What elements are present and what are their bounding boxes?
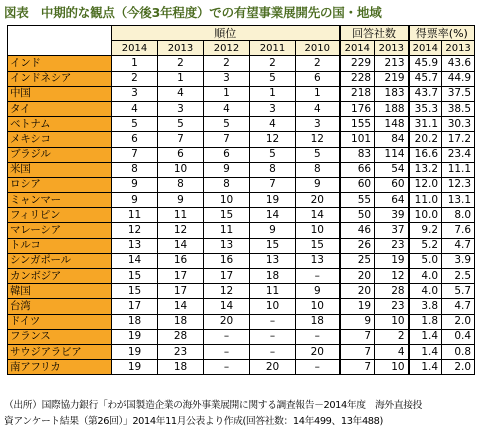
rank-cell: – bbox=[204, 360, 250, 375]
companies-cell: 25 bbox=[340, 253, 375, 268]
share-cell: 17.2 bbox=[442, 132, 475, 147]
share-cell: 1.4 bbox=[409, 344, 442, 359]
rank-cell: 15 bbox=[250, 238, 296, 253]
table-row bbox=[8, 284, 475, 299]
rank-cell: 7 bbox=[204, 132, 250, 147]
rank-cell: 13 bbox=[296, 253, 340, 268]
rank-cell: 17 bbox=[158, 269, 204, 284]
rank-cell: 3 bbox=[112, 86, 158, 101]
rank-cell: 23 bbox=[158, 344, 204, 359]
companies-cell: 101 bbox=[340, 132, 375, 147]
rank-cell: 11 bbox=[250, 284, 296, 299]
footnote-line: （出所）国際協力銀行「わが国製造企業の海外事業展開に関する調査報告－2014年度 海外直接投 bbox=[4, 400, 423, 411]
share-cell: 45.9 bbox=[409, 56, 442, 71]
footnote bbox=[4, 398, 482, 430]
country-name: ベトナム bbox=[8, 117, 112, 132]
share-cell: 1.4 bbox=[409, 329, 442, 344]
rank-cell: 14 bbox=[158, 238, 204, 253]
rank-cell: 15 bbox=[296, 238, 340, 253]
companies-cell: 60 bbox=[375, 177, 409, 192]
rank-cell: 15 bbox=[112, 269, 158, 284]
share-cell: 12.0 bbox=[409, 177, 442, 192]
share-cell: 1.8 bbox=[409, 314, 442, 329]
companies-cell: 176 bbox=[340, 101, 375, 116]
table-row bbox=[8, 253, 475, 268]
rank-cell: 3 bbox=[250, 101, 296, 116]
country-name: インド bbox=[8, 56, 112, 71]
companies-cell: 219 bbox=[375, 71, 409, 86]
country-name: ブラジル bbox=[8, 147, 112, 162]
rank-cell: 14 bbox=[158, 299, 204, 314]
rank-cell: 9 bbox=[112, 177, 158, 192]
rank-cell: 20 bbox=[296, 193, 340, 208]
rank-cell: 5 bbox=[204, 117, 250, 132]
table-row bbox=[8, 117, 475, 132]
rank-cell: 9 bbox=[296, 177, 340, 192]
rank-cell: 4 bbox=[296, 101, 340, 116]
share-cell: 1.4 bbox=[409, 360, 442, 375]
rank-cell: – bbox=[296, 269, 340, 284]
share-cell: 8.0 bbox=[442, 208, 475, 223]
rank-cell: 18 bbox=[296, 314, 340, 329]
rank-cell: 1 bbox=[250, 86, 296, 101]
table-row bbox=[8, 223, 475, 238]
rank-group-header: 順位 bbox=[112, 26, 340, 41]
rank-cell: 14 bbox=[296, 208, 340, 223]
companies-cell: 23 bbox=[375, 238, 409, 253]
share-cell: 12.3 bbox=[442, 177, 475, 192]
rank-cell: 2 bbox=[296, 56, 340, 71]
rank-cell: 8 bbox=[112, 162, 158, 177]
companies-cell: 213 bbox=[375, 56, 409, 71]
table-row bbox=[8, 314, 475, 329]
rank-cell: 18 bbox=[250, 269, 296, 284]
country-name: トルコ bbox=[8, 238, 112, 253]
share-cell: 5.2 bbox=[409, 238, 442, 253]
companies-cell: 23 bbox=[375, 299, 409, 314]
companies-group-header: 回答社数 bbox=[340, 26, 409, 41]
table-row bbox=[8, 329, 475, 344]
share-cell: 2.5 bbox=[442, 269, 475, 284]
share-cell: 4.7 bbox=[442, 299, 475, 314]
share-cell: 37.5 bbox=[442, 86, 475, 101]
share-cell: 13.1 bbox=[442, 193, 475, 208]
share-cell: 31.1 bbox=[409, 117, 442, 132]
rank-year-header: 2014 bbox=[112, 41, 158, 56]
companies-cell: 19 bbox=[340, 299, 375, 314]
rank-cell: 15 bbox=[204, 208, 250, 223]
companies-cell: 20 bbox=[340, 269, 375, 284]
header-group-row bbox=[8, 26, 475, 41]
rank-cell: 16 bbox=[204, 253, 250, 268]
rank-cell: 13 bbox=[112, 238, 158, 253]
rank-cell: 5 bbox=[112, 117, 158, 132]
rank-cell: 10 bbox=[158, 162, 204, 177]
rank-cell: 6 bbox=[158, 147, 204, 162]
rank-cell: 7 bbox=[112, 147, 158, 162]
ranking-table bbox=[7, 25, 475, 375]
country-name: フランス bbox=[8, 329, 112, 344]
share-year-header: 2014 bbox=[409, 41, 442, 56]
share-cell: 43.7 bbox=[409, 86, 442, 101]
share-cell: 38.5 bbox=[442, 101, 475, 116]
companies-cell: 20 bbox=[340, 284, 375, 299]
share-cell: 2.0 bbox=[442, 314, 475, 329]
rank-cell: 4 bbox=[112, 101, 158, 116]
rank-cell: 13 bbox=[250, 253, 296, 268]
rank-cell: 10 bbox=[296, 223, 340, 238]
companies-cell: 66 bbox=[340, 162, 375, 177]
rank-cell: 18 bbox=[158, 314, 204, 329]
share-cell: 7.6 bbox=[442, 223, 475, 238]
country-name: ドイツ bbox=[8, 314, 112, 329]
rank-cell: 11 bbox=[112, 208, 158, 223]
rank-cell: 9 bbox=[158, 193, 204, 208]
rank-cell: 5 bbox=[296, 147, 340, 162]
companies-cell: 4 bbox=[375, 344, 409, 359]
rank-cell: 1 bbox=[112, 56, 158, 71]
rank-cell: 8 bbox=[250, 162, 296, 177]
country-name: フィリピン bbox=[8, 208, 112, 223]
rank-cell: 3 bbox=[204, 71, 250, 86]
rank-cell: 10 bbox=[296, 299, 340, 314]
companies-cell: 26 bbox=[340, 238, 375, 253]
rank-year-header: 2012 bbox=[204, 41, 250, 56]
companies-cell: 114 bbox=[375, 147, 409, 162]
header-corner bbox=[8, 26, 112, 56]
share-cell: 4.0 bbox=[409, 269, 442, 284]
share-cell: 5.0 bbox=[409, 253, 442, 268]
rank-cell: – bbox=[250, 344, 296, 359]
rank-cell: 2 bbox=[112, 71, 158, 86]
rank-cell: 16 bbox=[158, 253, 204, 268]
companies-cell: 218 bbox=[340, 86, 375, 101]
companies-cell: 10 bbox=[375, 314, 409, 329]
rank-cell: 28 bbox=[158, 329, 204, 344]
share-cell: 3.9 bbox=[442, 253, 475, 268]
rank-year-header: 2013 bbox=[158, 41, 204, 56]
table-row bbox=[8, 56, 475, 71]
rank-cell: 1 bbox=[158, 71, 204, 86]
table-row bbox=[8, 360, 475, 375]
share-cell: 4.0 bbox=[409, 284, 442, 299]
rank-cell: 20 bbox=[296, 344, 340, 359]
companies-cell: 229 bbox=[340, 56, 375, 71]
rank-cell: 4 bbox=[158, 86, 204, 101]
rank-cell: 2 bbox=[204, 56, 250, 71]
rank-cell: 5 bbox=[250, 71, 296, 86]
rank-cell: 19 bbox=[250, 193, 296, 208]
rank-year-header: 2010 bbox=[296, 41, 340, 56]
companies-cell: 19 bbox=[375, 253, 409, 268]
rank-cell: 14 bbox=[112, 253, 158, 268]
share-cell: 30.3 bbox=[442, 117, 475, 132]
country-name: タイ bbox=[8, 101, 112, 116]
rank-cell: 14 bbox=[250, 208, 296, 223]
rank-cell: 11 bbox=[204, 223, 250, 238]
share-cell: 2.0 bbox=[442, 360, 475, 375]
companies-cell: 7 bbox=[340, 329, 375, 344]
rank-cell: 13 bbox=[204, 238, 250, 253]
rank-cell: 12 bbox=[296, 132, 340, 147]
companies-cell: 228 bbox=[340, 71, 375, 86]
rank-cell: 8 bbox=[296, 162, 340, 177]
share-cell: 35.3 bbox=[409, 101, 442, 116]
rank-year-header: 2011 bbox=[250, 41, 296, 56]
table-row bbox=[8, 208, 475, 223]
table-row bbox=[8, 101, 475, 116]
companies-cell: 7 bbox=[340, 344, 375, 359]
rank-cell: 6 bbox=[296, 71, 340, 86]
rank-cell: 14 bbox=[204, 299, 250, 314]
companies-cell: 83 bbox=[340, 147, 375, 162]
rank-cell: 8 bbox=[158, 177, 204, 192]
share-cell: 43.6 bbox=[442, 56, 475, 71]
country-name: 米国 bbox=[8, 162, 112, 177]
rank-cell: 18 bbox=[112, 314, 158, 329]
country-name: シンガポール bbox=[8, 253, 112, 268]
rank-cell: 12 bbox=[112, 223, 158, 238]
companies-year-header: 2013 bbox=[375, 41, 409, 56]
rank-cell: 10 bbox=[250, 299, 296, 314]
rank-cell: 9 bbox=[112, 193, 158, 208]
share-cell: 10.0 bbox=[409, 208, 442, 223]
table-row bbox=[8, 71, 475, 86]
rank-cell: 6 bbox=[204, 147, 250, 162]
share-cell: 0.4 bbox=[442, 329, 475, 344]
companies-cell: 39 bbox=[375, 208, 409, 223]
rank-cell: – bbox=[250, 314, 296, 329]
country-name: ロシア bbox=[8, 177, 112, 192]
rank-cell: 9 bbox=[250, 223, 296, 238]
table-row bbox=[8, 269, 475, 284]
rank-cell: 1 bbox=[296, 86, 340, 101]
rank-cell: 2 bbox=[250, 56, 296, 71]
rank-cell: 4 bbox=[250, 117, 296, 132]
table-row bbox=[8, 299, 475, 314]
companies-cell: 55 bbox=[340, 193, 375, 208]
country-name: 台湾 bbox=[8, 299, 112, 314]
rank-cell: 9 bbox=[296, 284, 340, 299]
companies-cell: 9 bbox=[340, 314, 375, 329]
country-name: カンボジア bbox=[8, 269, 112, 284]
rank-cell: 20 bbox=[204, 314, 250, 329]
rank-cell: 6 bbox=[112, 132, 158, 147]
rank-cell: – bbox=[296, 329, 340, 344]
share-cell: 16.6 bbox=[409, 147, 442, 162]
companies-cell: 84 bbox=[375, 132, 409, 147]
companies-cell: 46 bbox=[340, 223, 375, 238]
companies-year-header: 2014 bbox=[340, 41, 375, 56]
rank-cell: 19 bbox=[112, 360, 158, 375]
country-name: サウジアラビア bbox=[8, 344, 112, 359]
share-cell: 9.2 bbox=[409, 223, 442, 238]
rank-cell: 17 bbox=[112, 299, 158, 314]
rank-cell: 17 bbox=[158, 284, 204, 299]
companies-cell: 2 bbox=[375, 329, 409, 344]
footnote-line: 資アンケート結果（第26回）」2014年11月公表より作成(回答社数：14年499、13年488) bbox=[4, 416, 383, 427]
table-row bbox=[8, 177, 475, 192]
share-year-header: 2013 bbox=[442, 41, 475, 56]
share-cell: 11.1 bbox=[442, 162, 475, 177]
companies-cell: 7 bbox=[340, 360, 375, 375]
rank-cell: 17 bbox=[204, 269, 250, 284]
companies-cell: 60 bbox=[340, 177, 375, 192]
rank-cell: 7 bbox=[250, 177, 296, 192]
share-cell: 44.9 bbox=[442, 71, 475, 86]
table-row bbox=[8, 147, 475, 162]
country-name: 韓国 bbox=[8, 284, 112, 299]
rank-cell: 1 bbox=[204, 86, 250, 101]
companies-cell: 148 bbox=[375, 117, 409, 132]
rank-cell: 19 bbox=[112, 344, 158, 359]
ranking-table-body bbox=[8, 56, 475, 375]
rank-cell: 9 bbox=[204, 162, 250, 177]
share-cell: 0.8 bbox=[442, 344, 475, 359]
share-cell: 45.7 bbox=[409, 71, 442, 86]
companies-cell: 28 bbox=[375, 284, 409, 299]
rank-cell: 12 bbox=[158, 223, 204, 238]
rank-cell: 11 bbox=[158, 208, 204, 223]
share-group-header: 得票率(%) bbox=[409, 26, 475, 41]
companies-cell: 183 bbox=[375, 86, 409, 101]
rank-cell: 10 bbox=[204, 193, 250, 208]
companies-cell: 54 bbox=[375, 162, 409, 177]
share-cell: 13.2 bbox=[409, 162, 442, 177]
share-cell: 5.7 bbox=[442, 284, 475, 299]
country-name: 南アフリカ bbox=[8, 360, 112, 375]
rank-cell: 5 bbox=[158, 117, 204, 132]
rank-cell: – bbox=[204, 344, 250, 359]
rank-cell: 20 bbox=[250, 360, 296, 375]
rank-cell: – bbox=[296, 360, 340, 375]
companies-cell: 155 bbox=[340, 117, 375, 132]
share-cell: 11.0 bbox=[409, 193, 442, 208]
rank-cell: 5 bbox=[250, 147, 296, 162]
table-row bbox=[8, 238, 475, 253]
rank-cell: 3 bbox=[296, 117, 340, 132]
country-name: ミャンマー bbox=[8, 193, 112, 208]
country-name: マレーシア bbox=[8, 223, 112, 238]
table-row bbox=[8, 193, 475, 208]
companies-cell: 50 bbox=[340, 208, 375, 223]
rank-cell: 15 bbox=[112, 284, 158, 299]
rank-cell: 12 bbox=[204, 284, 250, 299]
companies-cell: 188 bbox=[375, 101, 409, 116]
companies-cell: 10 bbox=[375, 360, 409, 375]
share-cell: 23.4 bbox=[442, 147, 475, 162]
rank-cell: 7 bbox=[158, 132, 204, 147]
rank-cell: 8 bbox=[204, 177, 250, 192]
companies-cell: 12 bbox=[375, 269, 409, 284]
table-row bbox=[8, 162, 475, 177]
country-name: 中国 bbox=[8, 86, 112, 101]
rank-cell: 2 bbox=[158, 56, 204, 71]
page-title: 図表 中期的な観点（今後3年程度）での有望事業展開先の国・地域 bbox=[4, 5, 382, 20]
rank-cell: 19 bbox=[112, 329, 158, 344]
table-row bbox=[8, 86, 475, 101]
rank-cell: 3 bbox=[158, 101, 204, 116]
share-cell: 3.8 bbox=[409, 299, 442, 314]
country-name: メキシコ bbox=[8, 132, 112, 147]
rank-cell: 4 bbox=[204, 101, 250, 116]
table-row bbox=[8, 344, 475, 359]
rank-cell: 12 bbox=[250, 132, 296, 147]
rank-cell: – bbox=[204, 329, 250, 344]
companies-cell: 37 bbox=[375, 223, 409, 238]
country-name: インドネシア bbox=[8, 71, 112, 86]
table-row bbox=[8, 132, 475, 147]
share-cell: 20.2 bbox=[409, 132, 442, 147]
rank-cell: 18 bbox=[158, 360, 204, 375]
share-cell: 4.7 bbox=[442, 238, 475, 253]
rank-cell: – bbox=[250, 329, 296, 344]
companies-cell: 64 bbox=[375, 193, 409, 208]
